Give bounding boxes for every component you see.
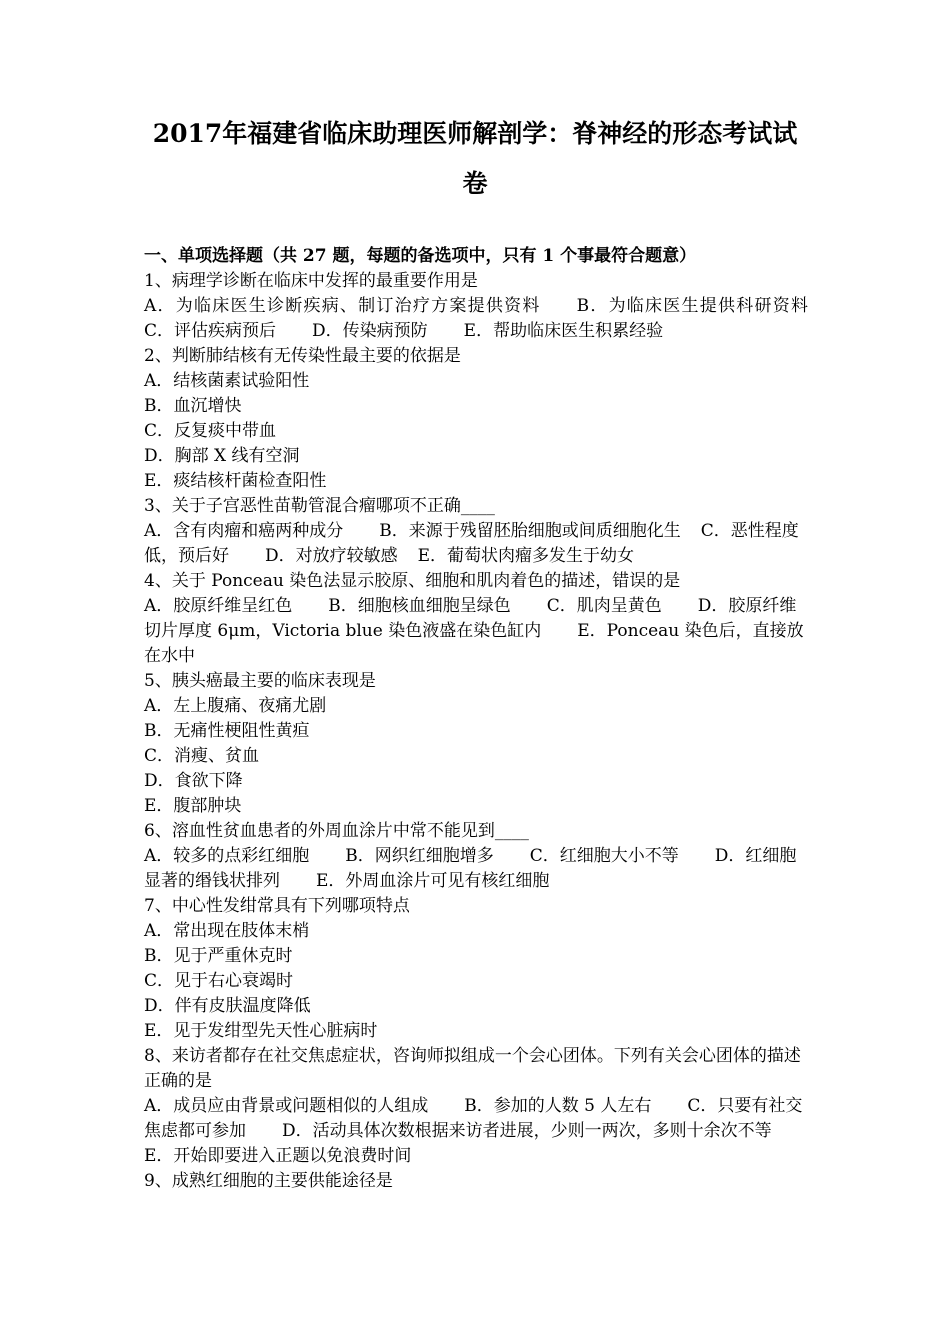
- question-4-option-d: D．胶原纤维切片厚度 6μm，Victoria blue 染色液盛在染色缸内: [144, 596, 797, 641]
- question-8-options: [144, 1094, 808, 1169]
- question-2-option-e: E．痰结核杆菌检查阳性: [144, 471, 327, 491]
- question-5-option-c: C．消瘦、贫血: [144, 746, 260, 766]
- question-8-option-c: C．只要有社交焦虑都可参加: [144, 1096, 803, 1141]
- question-6-option-e: E．外周血涂片可见有核红细胞: [316, 871, 550, 891]
- question-1-options: [144, 294, 808, 319]
- question-7-stem: 7、中心性发绀常具有下列哪项特点: [144, 896, 410, 916]
- question-8-option-e: E．开始即要进入正题以免浪费时间: [144, 1146, 412, 1166]
- question-2-option-b: B．血沉增快: [144, 396, 242, 416]
- question-6-option-b: B．网织红细胞增多: [345, 846, 494, 866]
- question-8-option-b: B．参加的人数 5 人左右: [464, 1096, 652, 1116]
- document-body: [144, 244, 808, 1194]
- question-4-options: [144, 594, 808, 669]
- question-4-option-c: C．肌肉呈黄色: [546, 596, 662, 616]
- question-6-option-a: A．较多的点彩红细胞: [144, 846, 310, 866]
- question-3-option-c: C．恶性程度低，预后好: [144, 521, 799, 566]
- question-3-option-e: E．葡萄状肉瘤多发生于幼女: [417, 546, 635, 566]
- question-5-option-d: D．食欲下降: [144, 771, 243, 791]
- question-7-option-b: B．见于严重休克时: [144, 946, 293, 966]
- question-3-stem: 3、关于子宫恶性苗勒管混合瘤哪项不正确____: [144, 496, 495, 516]
- question-3-option-a: A．含有肉瘤和癌两种成分: [144, 521, 344, 541]
- question-1-stem: 1、病理学诊断在临床中发挥的最重要作用是: [144, 271, 478, 291]
- question-1-option-e: E．帮助临床医生积累经验: [463, 321, 664, 341]
- question-7-option-e: E．见于发绀型先天性心脏病时: [144, 1021, 378, 1041]
- title-line-1: 2017年福建省临床助理医师解剖学：脊神经的形态考试试: [152, 119, 798, 148]
- question-4-stem: 4、关于 Ponceau 染色法显示胶原、细胞和肌肉着色的描述，错误的是: [144, 571, 681, 591]
- question-8-option-d: D．活动具体次数根据来访者进展，少则一两次，多则十余次不等: [282, 1121, 772, 1141]
- question-6-option-d: D．红细胞显著的缗钱状排列: [144, 846, 797, 891]
- question-7-option-d: D．伴有皮肤温度降低: [144, 996, 311, 1016]
- question-8-option-a: A．成员应由背景或问题相似的人组成: [144, 1096, 429, 1116]
- question-3-option-b: B．来源于残留胚胎细胞或间质细胞化生: [379, 521, 681, 541]
- question-7-option-a: A．常出现在肢体末梢: [144, 921, 310, 941]
- section-heading: 一、单项选择题（共 27 题，每题的备选项中，只有 1 个事最符合题意）: [144, 246, 697, 266]
- question-8-stem: 8、来访者都存在社交焦虑症状，咨询师拟组成一个会心团体。下列有关会心团体的描述正确的是: [144, 1046, 801, 1091]
- question-6-stem: 6、溶血性贫血患者的外周血涂片中常不能见到____: [144, 821, 529, 841]
- question-5-stem: 5、胰头癌最主要的临床表现是: [144, 671, 376, 691]
- question-2-option-c: C．反复痰中带血: [144, 421, 277, 441]
- question-2-stem: 2、判断肺结核有无传染性最主要的依据是: [144, 346, 461, 366]
- question-6-options: [144, 844, 808, 894]
- question-2-option-d: D．胸部 X 线有空洞: [144, 446, 300, 466]
- question-2-option-a: A．结核菌素试验阳性: [144, 371, 310, 391]
- question-3-options: [144, 519, 808, 569]
- question-5-option-b: B．无痛性梗阻性黄疸: [144, 721, 310, 741]
- question-9-stem: 9、成熟红细胞的主要供能途径是: [144, 1171, 393, 1191]
- question-1-option-c: C．评估疾病预后: [144, 321, 277, 341]
- question-1-option-d: D．传染病预防: [312, 321, 428, 341]
- title-line-2: 卷: [462, 169, 488, 198]
- question-7-option-c: C．见于右心衰竭时: [144, 971, 294, 991]
- question-4-option-a: A．胶原纤维呈红色: [144, 596, 293, 616]
- document-title: [0, 112, 950, 206]
- question-3-option-d: D．对放疗较敏感: [265, 546, 398, 566]
- question-4-option-e: E．Ponceau 染色后，直接放在水中: [144, 621, 804, 666]
- question-1-options-cont: [144, 319, 808, 344]
- question-6-option-c: C．红细胞大小不等: [529, 846, 679, 866]
- question-5-option-a: A．左上腹痛、夜痛尤剧: [144, 696, 327, 716]
- question-1-option-b: B．为临床医生提供科研资料: [576, 296, 808, 316]
- question-5-option-e: E．腹部肿块: [144, 796, 242, 816]
- question-1-option-a: A．为临床医生诊断疾病、制订治疗方案提供资料: [144, 296, 541, 316]
- question-4-option-b: B．细胞核血细胞呈绿色: [328, 596, 511, 616]
